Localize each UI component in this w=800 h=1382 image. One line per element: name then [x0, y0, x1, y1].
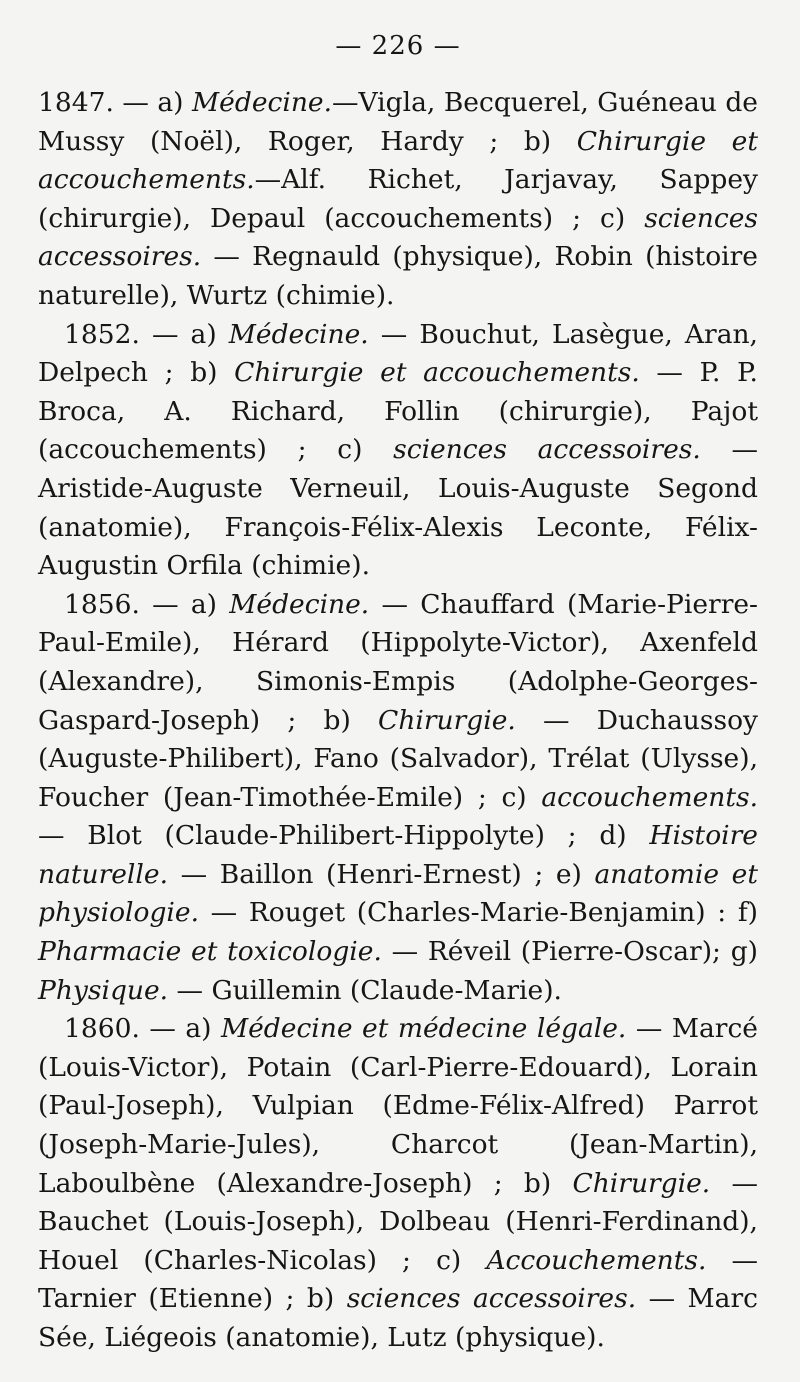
entry-text: 1847. — a) — [38, 87, 193, 118]
entry-text: — P. P. Broca, A. Richard, Follin (chirurgie), Pajot (accouchements) ; c) — [38, 357, 758, 466]
entry-text: — Tarnier (Etienne) ; b) — [38, 1244, 758, 1315]
entry-paragraph — [38, 316, 758, 586]
section-title-italic: sciences accessoires. — [346, 1283, 637, 1315]
section-title-italic: sciences accessoires. — [38, 202, 758, 273]
entry-text: — Chauffard (Marie-Pierre-Paul-Emile), Hérard (Hippolyte-Victor), Axenfeld (Alexandre), Simonis-Empis (Adolphe-Georges-Gaspard-Joseph) ; b) — [38, 588, 758, 736]
entry-text: — Guillemin (Claude-Marie). — [168, 974, 562, 1006]
section-title-italic: Chirurgie et accouchements. — [38, 125, 758, 196]
section-title-italic: Médecine et médecine légale. — [220, 1013, 627, 1045]
page-number: — 226 — — [335, 31, 461, 61]
section-title-italic: accouchements. — [541, 781, 758, 813]
entry-text: — Marc Sée, Liégeois (anatomie), Lutz (physique). — [38, 1283, 758, 1353]
entry-text: — Rouget (Charles-Marie-Benjamin) : f) — [199, 897, 758, 929]
entry-text: — Aristide-Auguste Verneuil, Louis-Auguste Segond (anatomie), François-Félix-Alexis Leconte, Félix-Augustin Orfila (chimie). — [38, 434, 758, 582]
entry-text: — Bouchut, Lasègue, Aran, Delpech ; b) — [38, 318, 758, 389]
entry-paragraph — [38, 84, 758, 316]
entry-paragraph — [38, 586, 758, 1011]
section-title-italic: sciences accessoires. — [393, 434, 701, 466]
entry-text: — Marcé (Louis-Victor), Potain (Carl-Pierre-Edouard), Lorain (Paul-Joseph), Vulpian (Edme-Félix-Alfred) Parrot (Joseph-Marie-Jules), Charcot (Jean-Martin), Laboulbène (Alexandre-Joseph) ; b) — [38, 1013, 758, 1199]
section-title-italic: Chirurgie. — [572, 1167, 711, 1199]
section-title-italic: Accouchements. — [486, 1244, 707, 1276]
section-title-italic: Physique. — [38, 974, 169, 1006]
entry-text: —Alf. Richet, Jarjavay, Sappey (chirurgie), Depaul (accouchements) ; c) — [38, 164, 758, 234]
section-title-italic: anatomie et physiologie. — [38, 858, 759, 929]
entry-text: 1852. — a) — [64, 318, 229, 350]
section-title-italic: Histoire naturelle. — [38, 820, 758, 890]
entry-text: — Réveil (Pierre-Oscar); g) — [381, 936, 759, 968]
section-title-italic: Chirurgie. — [378, 704, 516, 736]
entry-text: — Baillon (Henri-Ernest) ; e) — [168, 858, 595, 890]
section-title-italic: Pharmacie et toxicologie. — [38, 936, 382, 968]
section-title-italic: Médecine. — [228, 318, 369, 350]
entry-paragraph — [38, 1010, 758, 1357]
section-title-italic: Médecine. — [229, 588, 370, 620]
entry-text: — Blot (Claude-Philibert-Hippolyte) ; d) — [38, 820, 650, 852]
entry-text: 1860. — a) — [64, 1013, 221, 1045]
body-text — [38, 84, 758, 1358]
entry-text: —Vigla, Becquerel, Guéneau de Mussy (Noël), Roger, Hardy ; b) — [38, 87, 758, 157]
section-title-italic: Chirurgie et accouchements. — [234, 357, 640, 389]
entry-text: — Regnauld (physique), Robin (histoire naturelle), Wurtz (chimie). — [38, 241, 758, 311]
entry-text: — Bauchet (Louis-Joseph), Dolbeau (Henri-Ferdinand), Houel (Charles-Nicolas) ; c) — [38, 1167, 758, 1276]
entry-text: 1856. — a) — [64, 588, 230, 620]
entry-text: — Duchaussoy (Auguste-Philibert), Fano (Salvador), Trélat (Ulysse), Foucher (Jean-Timothée-Emile) ; c) — [38, 704, 758, 813]
section-title-italic: Médecine. — [192, 87, 332, 118]
